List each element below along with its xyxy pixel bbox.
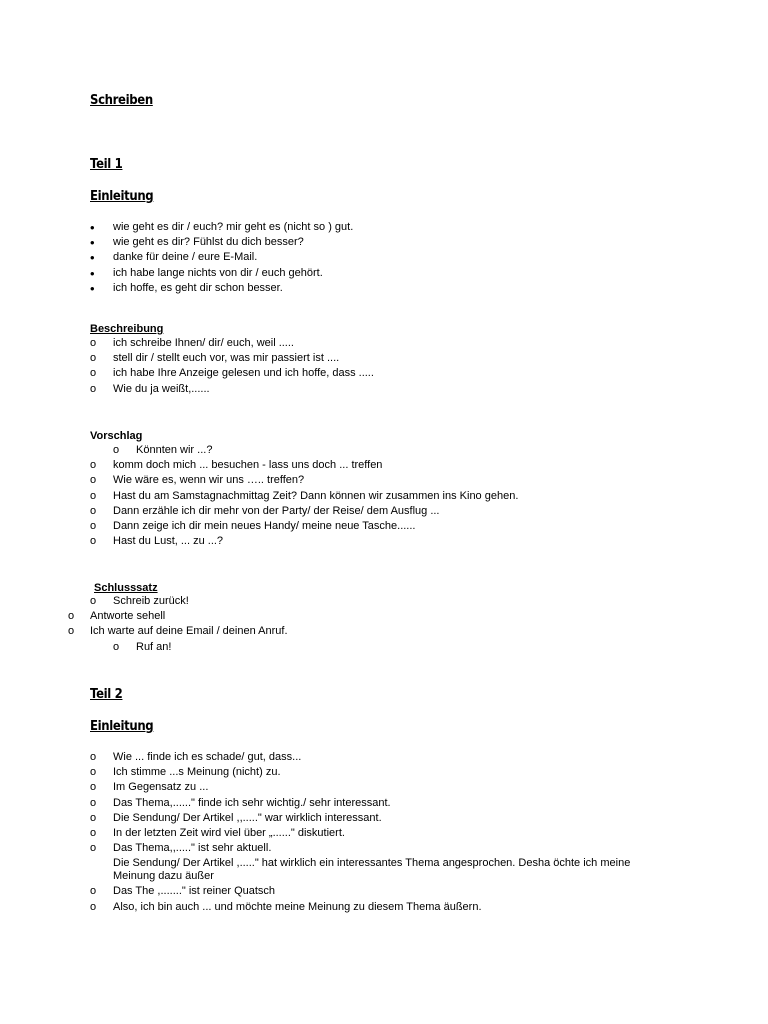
list-item: o Wie ... finde ich es schade/ gut, dass... <box>0 750 768 765</box>
circle-marker: o <box>90 382 97 395</box>
list-item: o Das The ,......." ist reiner Quatsch <box>0 884 768 899</box>
circle-marker: o <box>90 352 97 365</box>
teil1-heading: Teil 1 <box>90 157 123 172</box>
list-item: o komm doch mich ... besuchen - lass uns doch ... treffen <box>0 458 768 473</box>
circle-marker: o <box>90 595 97 607</box>
circle-marker: o <box>90 519 97 532</box>
list-item: o ich habe Ihre Anzeige gelesen und ich hoffe, dass ..... <box>0 366 768 381</box>
circle-marker: o <box>90 781 97 794</box>
list-item: • wie geht es dir? Fühlst du dich besser? <box>0 235 768 250</box>
list-item: o Also, ich bin auch ... und möchte meine Meinung zu diesem Thema äußern. <box>0 900 768 915</box>
circle-marker: o <box>90 337 97 349</box>
page-title: Schreiben <box>90 93 153 108</box>
list-item: • wie geht es dir / euch? mir geht es (nicht so ) gut. <box>0 220 768 235</box>
teil2-heading: Teil 2 <box>90 687 123 702</box>
circle-marker: o <box>90 459 97 472</box>
list-item: o Hast du am Samstagnachmittag Zeit? Dann können wir zusammen ins Kino gehen. <box>0 489 768 504</box>
circle-marker: o <box>68 610 75 623</box>
list-item: o In der letzten Zeit wird viel über „......" diskutiert. <box>0 826 768 841</box>
list-item: o Hast du Lust, ... zu ...? <box>0 534 768 549</box>
circle-marker: o <box>90 504 97 517</box>
schlusssatz-list <box>0 594 768 655</box>
list-item: o Antworte sehell <box>0 609 768 624</box>
circle-marker: o <box>90 474 97 487</box>
list-item: o Dann zeige ich dir mein neues Handy/ meine neue Tasche...... <box>0 519 768 534</box>
circle-marker: o <box>90 751 97 763</box>
teil1-einleitung-heading: Einleitung <box>90 189 154 204</box>
bullet-marker <box>90 281 102 298</box>
list-item: o Dann erzähle ich dir mehr von der Party/ der Reise/ dem Ausflug ... <box>0 504 768 519</box>
list-item: Die Sendung/ Der Artikel ,....." hat wirklich ein interessantes Thema angesprochen. Desha öchte ich meine Meinung dazu äußer <box>113 857 631 883</box>
circle-marker: o <box>90 367 97 380</box>
circle-marker: o <box>90 489 97 502</box>
teil2-einleitung-list <box>0 750 768 915</box>
list-item: o Im Gegensatz zu ... <box>0 780 768 795</box>
list-item: o Ich warte auf deine Email / deinen Anruf. <box>0 624 768 639</box>
list-item: o Schreib zurück! <box>0 594 768 609</box>
teil1-einleitung-list <box>0 220 768 296</box>
circle-marker: o <box>90 796 97 809</box>
list-item: o Das Thema,......" finde ich sehr wichtig./ sehr interessant. <box>0 796 768 811</box>
circle-marker: o <box>90 842 97 855</box>
list-item: • ich habe lange nichts von dir / euch gehört. <box>0 266 768 281</box>
circle-marker: o <box>90 900 97 913</box>
circle-marker: o <box>90 826 97 839</box>
list-item: • danke für deine / eure E-Mail. <box>0 250 768 265</box>
list-item: o Wie wäre es, wenn wir uns ….. treffen? <box>0 473 768 488</box>
vorschlag-heading: Vorschlag <box>90 430 143 442</box>
circle-marker: o <box>90 766 97 779</box>
circle-marker: o <box>90 535 97 548</box>
list-item: o Die Sendung/ Der Artikel ,,....." war wirklich interessant. <box>0 811 768 826</box>
list-item: o Wie du ja weißt,...... <box>0 382 768 397</box>
beschreibung-heading: Beschreibung <box>90 323 164 335</box>
circle-marker: o <box>68 625 75 638</box>
circle-marker: o <box>113 640 120 653</box>
circle-marker: o <box>90 811 97 824</box>
list-item: o Könnten wir ...? <box>0 443 768 458</box>
list-item: o stell dir / stellt euch vor, was mir passiert ist .... <box>0 351 768 366</box>
teil2-einleitung-heading: Einleitung <box>90 719 154 734</box>
vorschlag-list <box>0 443 768 549</box>
list-item: • ich hoffe, es geht dir schon besser. <box>0 281 768 296</box>
list-item: o Das Thema,,....." ist sehr aktuell. <box>0 841 768 856</box>
list-item: o Ich stimme ...s Meinung (nicht) zu. <box>0 765 768 780</box>
list-item: o Ruf an! <box>0 640 768 655</box>
circle-marker: o <box>90 885 97 898</box>
schlusssatz-heading: Schlusssatz <box>94 582 158 594</box>
beschreibung-list <box>0 336 768 397</box>
circle-marker: o <box>113 444 120 456</box>
list-item: o ich schreibe Ihnen/ dir/ euch, weil ..... <box>0 336 768 351</box>
